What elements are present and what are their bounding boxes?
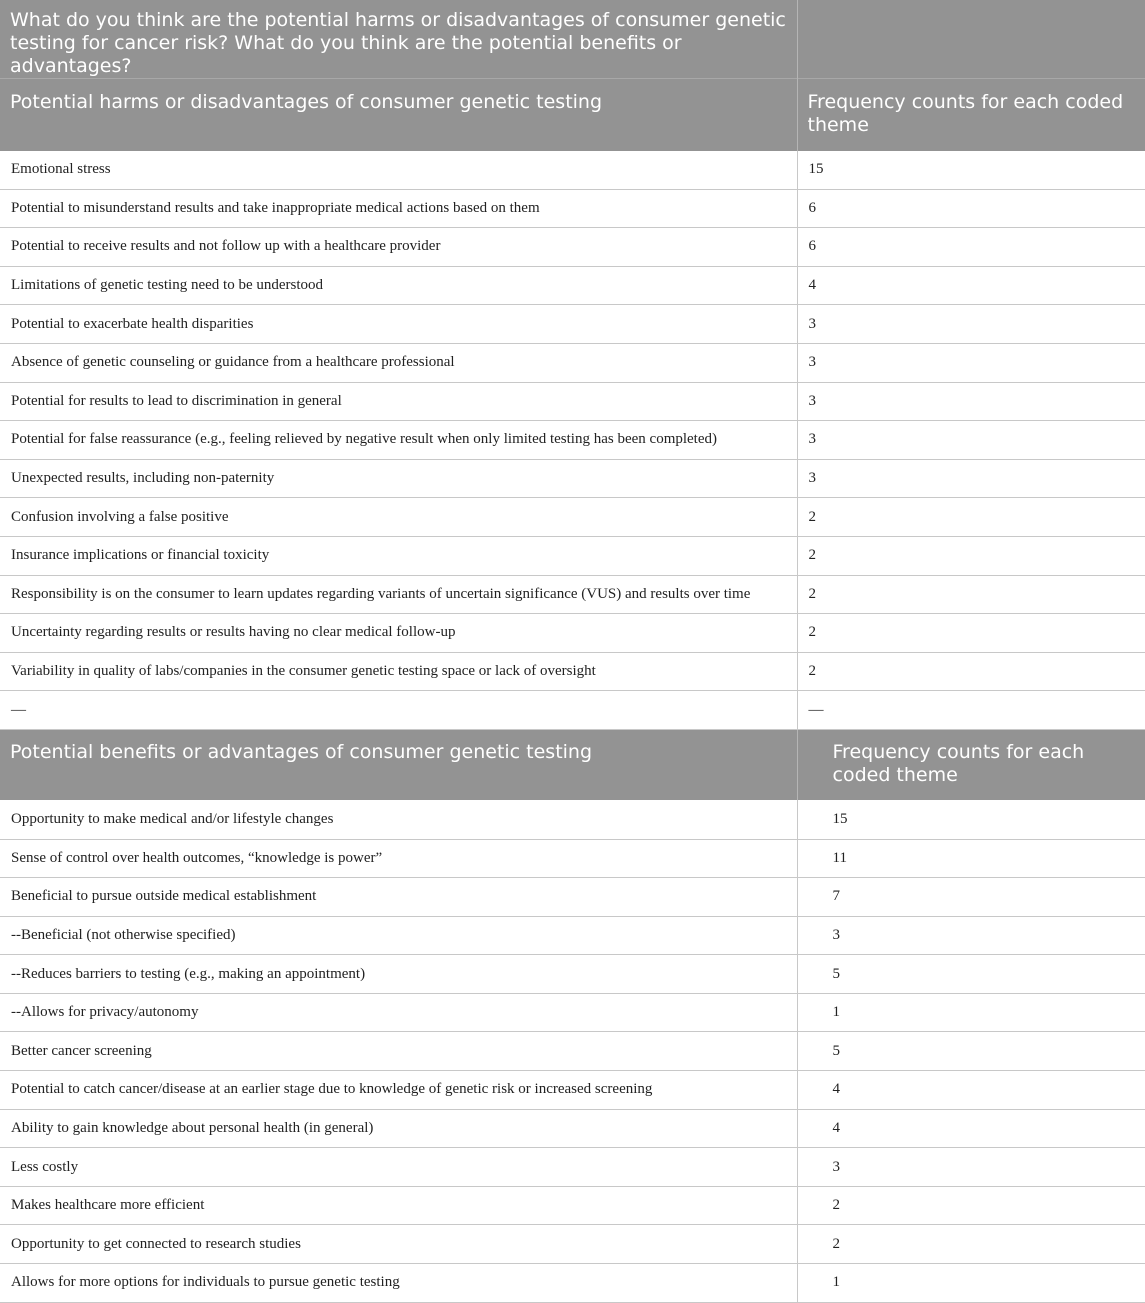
theme-cell: Potential to receive results and not follow up with a healthcare provider [0,228,797,267]
count-cell: 3 [797,305,1145,344]
count-cell: 2 [797,498,1145,537]
table-row [0,691,1145,730]
theme-cell: Limitations of genetic testing need to be understood [0,266,797,305]
count-cell: 15 [797,151,1145,190]
benefits-rows [0,800,1145,1302]
harms-rows [0,151,1145,730]
count-cell: 15 [797,800,1145,839]
table-row [0,614,1145,653]
theme-cell: Ability to gain knowledge about personal health (in general) [0,1109,797,1148]
theme-cell: Beneficial to pursue outside medical establishment [0,878,797,917]
count-cell: 3 [797,343,1145,382]
count-cell: 11 [797,839,1145,878]
theme-cell: Confusion involving a false positive [0,498,797,537]
table-row [0,652,1145,691]
table-row [0,498,1145,537]
theme-cell: — [0,691,797,730]
count-cell: 2 [797,536,1145,575]
table-row [0,305,1145,344]
table-row [0,343,1145,382]
table-row [0,575,1145,614]
question-header-empty [797,0,1145,79]
theme-cell: Potential for false reassurance (e.g., feeling relieved by negative result when only limited testing has been completed) [0,421,797,460]
count-cell: 6 [797,228,1145,267]
theme-cell: --Beneficial (not otherwise specified) [0,916,797,955]
harms-header-row [0,79,1145,151]
theme-cell: Potential to exacerbate health disparities [0,305,797,344]
theme-cell: Uncertainty regarding results or results having no clear medical follow-up [0,614,797,653]
theme-cell: Sense of control over health outcomes, “knowledge is power” [0,839,797,878]
table-row [0,1225,1145,1264]
count-cell: 5 [797,955,1145,994]
count-cell: — [797,691,1145,730]
theme-cell: Emotional stress [0,151,797,190]
count-cell: 2 [797,1186,1145,1225]
table-row [0,421,1145,460]
table-row [0,1264,1145,1303]
theme-cell: Potential to catch cancer/disease at an earlier stage due to knowledge of genetic risk or increased screening [0,1071,797,1110]
table-row [0,993,1145,1032]
table-row [0,382,1145,421]
count-cell: 3 [797,1148,1145,1187]
table-row [0,189,1145,228]
table-row [0,459,1145,498]
count-cell: 4 [797,1071,1145,1110]
theme-cell: Better cancer screening [0,1032,797,1071]
count-cell: 1 [797,1264,1145,1303]
theme-cell: Allows for more options for individuals to pursue genetic testing [0,1264,797,1303]
theme-cell: Makes healthcare more efficient [0,1186,797,1225]
table-row [0,1148,1145,1187]
theme-cell: Opportunity to get connected to research studies [0,1225,797,1264]
harms-header: Potential harms or disadvantages of consumer genetic testing [0,79,797,151]
table-row [0,839,1145,878]
count-cell: 1 [797,993,1145,1032]
theme-cell: Potential for results to lead to discrimination in general [0,382,797,421]
count-cell: 5 [797,1032,1145,1071]
count-cell: 2 [797,652,1145,691]
table-row [0,1032,1145,1071]
table-row [0,1186,1145,1225]
table-row [0,1071,1145,1110]
harms-count-header: Frequency counts for each coded theme [797,79,1145,151]
theme-cell: Absence of genetic counseling or guidance from a healthcare professional [0,343,797,382]
table-row [0,955,1145,994]
theme-cell: Unexpected results, including non-paternity [0,459,797,498]
count-cell: 6 [797,189,1145,228]
theme-cell: Responsibility is on the consumer to learn updates regarding variants of uncertain significance (VUS) and results over time [0,575,797,614]
table-row [0,916,1145,955]
count-cell: 3 [797,382,1145,421]
count-cell: 3 [797,459,1145,498]
count-cell: 4 [797,266,1145,305]
theme-cell: Insurance implications or financial toxicity [0,536,797,575]
theme-cell: Less costly [0,1148,797,1187]
count-cell: 2 [797,614,1145,653]
count-cell: 2 [797,1225,1145,1264]
table-row [0,228,1145,267]
theme-cell: --Allows for privacy/autonomy [0,993,797,1032]
question-header: What do you think are the potential harms or disadvantages of consumer genetic testing for cancer risk? What do you think are the potential benefits or advantages? [0,0,797,79]
theme-cell: Opportunity to make medical and/or lifestyle changes [0,800,797,839]
benefits-header: Potential benefits or advantages of consumer genetic testing [0,729,797,800]
table-row [0,1109,1145,1148]
theme-cell: Variability in quality of labs/companies in the consumer genetic testing space or lack of oversight [0,652,797,691]
benefits-count-header: Frequency counts for each coded theme [797,729,1145,800]
question-row [0,0,1145,79]
table-row [0,878,1145,917]
count-cell: 4 [797,1109,1145,1148]
theme-cell: Potential to misunderstand results and take inappropriate medical actions based on them [0,189,797,228]
count-cell: 3 [797,916,1145,955]
table-row [0,536,1145,575]
benefits-header-row [0,729,1145,800]
table-row [0,266,1145,305]
table-row [0,151,1145,190]
table-row [0,800,1145,839]
count-cell: 7 [797,878,1145,917]
count-cell: 3 [797,421,1145,460]
count-cell: 2 [797,575,1145,614]
theme-cell: --Reduces barriers to testing (e.g., making an appointment) [0,955,797,994]
